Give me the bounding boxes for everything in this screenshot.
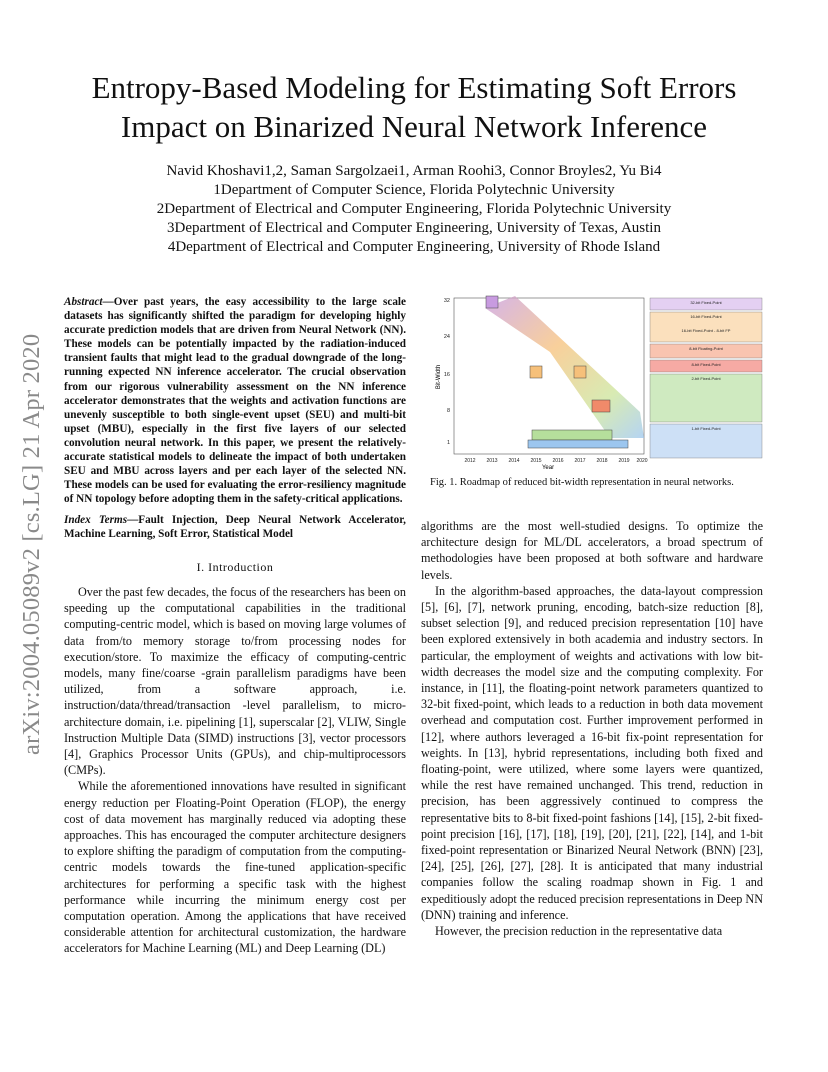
index-terms — [64, 513, 406, 541]
affiliation-2: 2Department of Electrical and Computer Engineering, Florida Polytechnic University — [156, 201, 672, 217]
xtick-2019: 2019 — [618, 458, 630, 464]
abstract-lead: Abstract — [64, 296, 103, 308]
xtick-2020: 2020 — [636, 458, 648, 464]
xtick-2013: 2013 — [486, 458, 498, 464]
section-heading: I. Introduction — [196, 560, 274, 574]
left-paragraph-1: Over the past few decades, the focus of the researchers has been on speeding up the computational capabilities in the traditional computing-centric model, which is based on moving large volumes of data from/to memory storage to/from processing nodes for execution/store. To maximize the efficacy of computing-centric models, many fine/coarse -grain parallelism paradigms have been utilized, from a software approach, i.e. instruction/data/thread/transaction -level parallelism, to micro-architecture domain, i.e. pipelining [1], superscalar [2], VLIW, Single Instruction Multiple Data (SIMD) instructions [3], vector processors [4], Graphics Processor Units (GPUs), and chip-multiprocessors (CMPs). — [64, 585, 406, 778]
right-paragraph-3: However, the precision reduction in the representative data — [435, 924, 723, 939]
figure-1-roadmap — [430, 292, 770, 470]
ytick-1: 1 — [446, 440, 450, 446]
affiliation-1: 1Department of Computer Science, Florida Polytechnic University — [213, 182, 615, 198]
paper-title — [40, 68, 788, 146]
marker-2bit — [532, 430, 612, 440]
xtick-2015: 2015 — [530, 458, 542, 464]
ytick-32: 32 — [443, 298, 450, 304]
marker-16bit-a — [530, 366, 542, 378]
affiliation-4: 4Department of Electrical and Computer Engineering, University of Rhode Island — [167, 239, 661, 255]
x-tick-labels — [464, 458, 647, 464]
abstract — [64, 295, 406, 506]
right-paragraph-2: In the algorithm-based approaches, the data-layout compression [5], [6], [7], network pruning, encoding, batch-size reduction [8], subset selection [9], and reduced precision representation [10] have been explored extensively in both academia and industry sectors. In particular, the employment of weights and activations with low bit-width decreases the model size and the computing complexity. For instance, in [11], the floating-point network parameters quantized to 32-bit fixed-point, which leads to a reduction in both data movement overhead and computation cost. Further improvement performed in [12], where authors leveraged a 16-bit fix-point representation for weights. In [13], hybrid representations, including both fixed and floating-point, were utilized, where some layers were quantized, while the rest have remained unchanged. This trend, reduction in precision, has been aggressively continued to compress the representative bits to 8-bit fixed-point fashions [14], [15], 2-bit fixed-point precision [16], [17], [18], [19], [20], [21], [22], [14], and 1-bit fixed-point representation or Binarized Neural Network (BNN) [23], [24], [25], [26], [27], [28]. It is anticipated that many industrial companies follow the scaling roadmap shown in Fig. 1 and expeditiously adopt the reduced precision representations in Deep NN (DNN) training and inference. — [421, 583, 763, 922]
y-axis-label: Bit-Width — [436, 364, 442, 390]
legend-header-2: 2-bit Fixed-Point — [691, 376, 721, 381]
left-column-body — [64, 584, 406, 957]
y-tick-labels — [444, 298, 450, 446]
right-paragraph-1: algorithms are the most well-studied designs. To optimize the architecture design for ML/DL accelerators, a broad spectrum of methodologies have been proposed at both software and hardware levels. — [421, 519, 763, 582]
abstract-text: —Over past years, the easy accessibility to the large scale datasets has significantly shifted the paradigm for developing highly accurate prediction models that are driven from Neural Network (NN). These models can be potentially impacted by the radiation-induced transient faults that might lead to the gradual downgrade of the long-running expected NN inference accelerator. The crucial observation from our rigorous vulnerability assessment on the NN inference accelerator demonstrates that the weights and activation functions are unevenly susceptible to both single-event upset (SEU) and multi-bit upset (MBU), especially in the first five layers of our selected convolution neural network. In this paper, we present the relatively-accurate statistical models to delineate the impact of both undertaken SEU and MBU across layers and per each layer of the selected NN. These models can be used for evaluating the error-resiliency magnitude of NN topology before adopting them in the safety-critical applications. — [64, 296, 406, 506]
legend-header-1: 1-bit Fixed-Point — [691, 426, 721, 431]
index-terms-lead: Index Terms — [64, 514, 128, 526]
legend-header-8fp: 8-bit Floating-Point — [689, 346, 723, 351]
legend-header-32: 32-bit Fixed-Point — [690, 300, 722, 305]
legend-2bit — [650, 374, 762, 422]
right-column-body — [421, 518, 763, 939]
ytick-8: 8 — [446, 408, 450, 414]
title-line-2: Impact on Binarized Neural Network Inference — [120, 109, 708, 144]
xtick-2018: 2018 — [596, 458, 608, 464]
legend-header-16-8: 16-bit Fixed-Point - 8-bit FP — [681, 328, 731, 333]
author-list: Navid Khoshavi1,2, Saman Sargolzaei1, Arman Roohi3, Connor Broyles2, Yu Bi4 — [166, 163, 662, 179]
ytick-16: 16 — [443, 372, 450, 378]
ytick-24: 24 — [443, 334, 450, 340]
legend-header-8: 8-bit Fixed-Point — [691, 362, 721, 367]
arxiv-stamp: arXiv:2004.05089v2 [cs.LG] 21 Apr 2020 — [18, 333, 45, 755]
x-axis-label: Year — [541, 465, 555, 470]
index-terms-text: —Fault Injection, Deep Neural Network Accelerator, Machine Learning, Soft Error, Statistical Model — [64, 514, 406, 541]
xtick-2017: 2017 — [574, 458, 586, 464]
figure-caption: Fig. 1. Roadmap of reduced bit-width representation in neural networks. — [430, 477, 734, 488]
left-paragraph-2: While the aforementioned innovations have resulted in significant energy reduction per Floating-Point Operation (FLOP), the energy cost of data movement has marginally reduced via adopting these approaches. This has encouraged the computer architecture designers to explore shifting the paradigm of computation from the computing-centric models towards the fine-tuned application-specific architectures for performing a specific task with the highest performance while incurring the minimum energy cost per computation operation. Among the applications that have received considerable attention for architectural customization, the hardware accelerators for Machine Learning (ML) and Deep Learning (DL) — [64, 779, 406, 956]
xtick-2014: 2014 — [508, 458, 520, 464]
xtick-2012: 2012 — [464, 458, 476, 464]
marker-32bit — [486, 296, 498, 308]
legend-header-16: 16-bit Fixed-Point — [690, 314, 722, 319]
marker-8bit — [592, 400, 610, 412]
marker-16bit-b — [574, 366, 586, 378]
title-line-1: Entropy-Based Modeling for Estimating Soft Errors — [91, 70, 737, 105]
marker-1bit — [528, 440, 628, 448]
xtick-2016: 2016 — [552, 458, 564, 464]
legend — [650, 298, 762, 458]
affiliation-3: 3Department of Electrical and Computer Engineering, University of Texas, Austin — [167, 220, 661, 236]
